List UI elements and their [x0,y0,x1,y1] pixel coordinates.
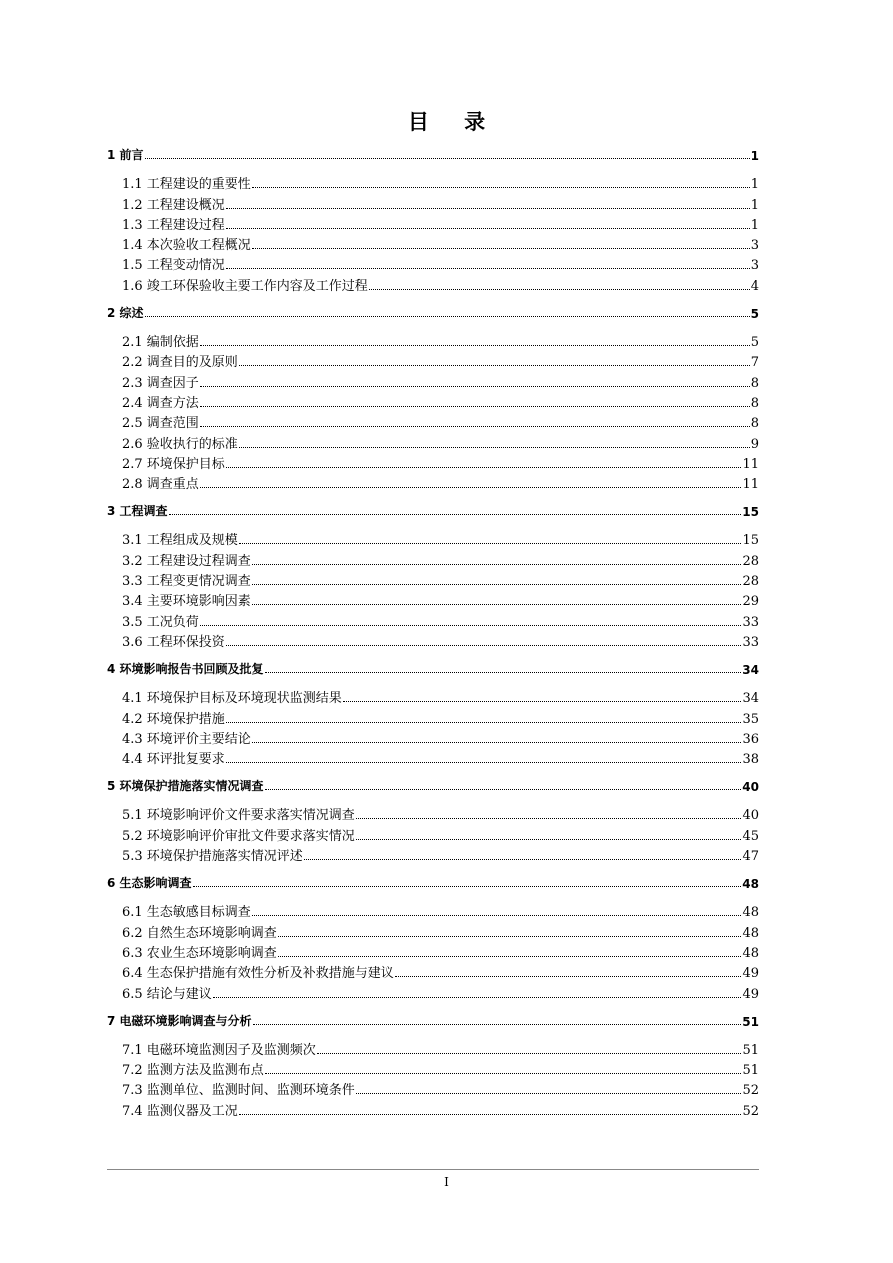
entry-label: 4.2 环境保护措施 [122,711,225,727]
dot-leader [252,563,742,565]
entry-label: 1 前言 [107,148,144,162]
toc-section-entry[interactable] [107,391,759,411]
entry-page-number: 48 [742,877,759,892]
toc-section-entry[interactable] [107,192,759,212]
dot-leader [253,1023,742,1025]
entry-label: 1.6 竣工环保验收主要工作内容及工作过程 [122,278,368,294]
entry-page-number: 48 [742,925,759,941]
entry-page-number: 9 [750,436,759,452]
entry-page-number: 3 [750,258,759,274]
entry-page-number: 52 [742,1103,759,1119]
entry-page-number: 36 [742,731,759,747]
entry-page-number: 51 [742,1014,759,1029]
entry-label: 3 工程调查 [107,504,168,519]
entry-page-number: 34 [742,691,759,707]
toc-chapter-entry[interactable] [107,1011,759,1029]
toc-chapter-section [107,873,759,1001]
entry-page-number: 8 [750,416,759,432]
entry-label: 6.5 结论与建议 [122,986,212,1002]
toc-section-entry[interactable] [107,686,759,706]
dot-leader [200,425,750,427]
toc-chapter-entry[interactable] [107,303,759,321]
dot-leader [356,838,742,840]
dot-leader [356,817,742,819]
dot-leader [317,1052,742,1054]
toc-section-entry[interactable] [107,1058,759,1078]
dot-leader [265,788,742,790]
dot-leader [265,1072,742,1074]
entry-page-number: 40 [742,780,759,795]
entry-label: 1.3 工程建设过程 [122,217,225,233]
toc-section-entry[interactable] [107,609,759,629]
entry-label: 2.5 调查范围 [122,416,199,432]
dot-leader [252,186,750,188]
toc-section-entry[interactable] [107,900,759,920]
toc-section-entry[interactable] [107,1098,759,1118]
entry-label: 1.5 工程变动情况 [122,258,225,274]
entry-page-number: 33 [742,614,759,630]
toc-section-entry[interactable] [107,273,759,293]
table-of-contents [107,145,759,1119]
entry-label: 6 生态影响调查 [107,876,192,891]
entry-page-number: 33 [742,634,759,650]
dot-leader [369,288,750,290]
entry-page-number: 8 [750,375,759,391]
entry-page-number: 51 [742,1042,759,1058]
toc-chapter-entry[interactable] [107,776,759,794]
entry-label: 3.5 工况负荷 [122,614,199,630]
entry-label: 2.6 验收执行的标准 [122,436,238,452]
entry-page-number: 28 [742,553,759,569]
dot-leader [239,446,750,448]
toc-section-entry[interactable] [107,727,759,747]
toc-section-entry[interactable] [107,370,759,390]
entry-page-number: 35 [742,711,759,727]
entry-page-number: 11 [742,456,759,472]
dot-leader [239,364,750,366]
entry-label: 4 环境影响报告书回顾及批复 [107,661,264,676]
entry-label: 3.4 主要环境影响因素 [122,594,251,610]
toc-chapter-section [107,303,759,492]
toc-chapter-section [107,145,759,294]
entry-page-number: 1 [750,217,759,233]
entry-label: 2.4 调查方法 [122,395,199,411]
toc-title: 目 录 [407,110,500,134]
dot-leader [356,1092,742,1094]
entry-page-number: 15 [742,505,759,520]
entry-page-number: 38 [742,752,759,768]
entry-label: 6.1 生态敏感目标调查 [122,905,251,921]
toc-section-entry[interactable] [107,823,759,843]
dot-leader [239,542,742,544]
dot-leader [395,975,742,977]
toc-section-entry[interactable] [107,350,759,370]
entry-label: 2.1 编制依据 [122,335,199,351]
toc-section-entry[interactable] [107,452,759,472]
dot-leader [200,624,742,626]
entry-page-number: 1 [750,177,759,193]
dot-leader [239,1113,742,1115]
entry-page-number: 28 [742,574,759,590]
toc-section-entry[interactable] [107,330,759,350]
toc-section-entry[interactable] [107,213,759,233]
entry-label: 2.8 调查重点 [122,477,199,493]
toc-section-entry[interactable] [107,981,759,1001]
entry-page-number: 8 [750,395,759,411]
dot-leader [213,996,742,998]
dot-leader [200,486,742,488]
entry-label: 7.2 监测方法及监测布点 [122,1063,264,1079]
dot-leader [226,207,750,209]
entry-label: 2.7 环境保护目标 [122,456,225,472]
dot-leader [343,700,742,702]
entry-label: 5.3 环境保护措施落实情况评述 [122,849,303,865]
entry-label: 7.3 监测单位、监测时间、监测环境条件 [122,1083,355,1099]
toc-section-entry[interactable] [107,844,759,864]
dot-leader [278,935,742,937]
toc-section-entry[interactable] [107,528,759,548]
entry-page-number: 15 [742,533,759,549]
toc-chapter-entry[interactable] [107,501,759,519]
dot-leader [252,583,742,585]
toc-section-entry[interactable] [107,920,759,940]
toc-chapter-entry[interactable] [107,659,759,677]
dot-leader [193,885,742,887]
toc-section-entry[interactable] [107,233,759,253]
dot-leader [226,761,742,763]
dot-leader [200,405,750,407]
toc-section-entry[interactable] [107,630,759,650]
toc-section-entry[interactable] [107,1078,759,1098]
entry-page-number: 5 [750,306,759,321]
entry-page-number: 29 [742,594,759,610]
entry-label: 2 综述 [107,305,144,320]
entry-page-number: 4 [750,278,759,294]
dot-leader [226,644,742,646]
toc-chapter-section [107,1011,759,1119]
dot-leader [265,671,742,673]
entry-label: 4.1 环境保护目标及环境现状监测结果 [122,691,342,707]
entry-label: 7.4 监测仪器及工况 [122,1103,238,1119]
toc-section-entry[interactable] [107,941,759,961]
entry-label: 6.2 自然生态环境影响调查 [122,925,277,941]
entry-label: 7.1 电磁环境监测因子及监测频次 [122,1042,316,1058]
toc-section-entry[interactable] [107,548,759,568]
dot-leader [200,344,750,346]
entry-label: 5 环境保护措施落实情况调查 [107,779,264,794]
dot-leader [252,247,750,249]
toc-section-entry[interactable] [107,1038,759,1058]
entry-label: 1.1 工程建设的重要性 [122,177,251,193]
entry-label: 2.3 调查因子 [122,375,199,391]
entry-page-number: 52 [742,1083,759,1099]
entry-label: 6.4 生态保护措施有效性分析及补救措施与建议 [122,966,394,982]
entry-label: 5.1 环境影响评价文件要求落实情况调查 [122,808,355,824]
toc-section-entry[interactable] [107,961,759,981]
toc-section-entry[interactable] [107,747,759,767]
entry-page-number: 3 [750,238,759,254]
entry-page-number: 34 [742,662,759,677]
entry-page-number: 48 [742,905,759,921]
entry-page-number: 48 [742,945,759,961]
entry-page-number: 40 [742,808,759,824]
toc-section-entry[interactable] [107,706,759,726]
dot-leader [226,466,742,468]
entry-label: 3.3 工程变更情况调查 [122,574,251,590]
toc-section-entry[interactable] [107,431,759,451]
dot-leader [200,385,750,387]
dot-leader [252,741,742,743]
dot-leader [226,267,750,269]
entry-label: 7 电磁环境影响调查与分析 [107,1013,252,1028]
dot-leader [226,227,750,229]
toc-chapter-section [107,501,759,650]
toc-chapter-section [107,776,759,864]
dot-leader [145,315,750,317]
dot-leader [252,914,742,916]
toc-section-entry[interactable] [107,803,759,823]
dot-leader [278,955,742,957]
toc-chapter-entry[interactable] [107,873,759,891]
toc-section-entry[interactable] [107,411,759,431]
dot-leader [304,858,742,860]
entry-page-number: 1 [750,149,759,163]
entry-label: 1.4 本次验收工程概况 [122,238,251,254]
entry-page-number: 47 [742,849,759,865]
entry-label: 4.3 环境评价主要结论 [122,731,251,747]
entry-label: 5.2 环境影响评价审批文件要求落实情况 [122,828,355,844]
entry-page-number: 51 [742,1063,759,1079]
entry-label: 3.6 工程环保投资 [122,634,225,650]
dot-leader [252,603,742,605]
toc-section-entry[interactable] [107,253,759,273]
toc-section-entry[interactable] [107,569,759,589]
entry-page-number: 5 [750,335,759,351]
entry-label: 2.2 调查目的及原则 [122,355,238,371]
entry-label: 1.2 工程建设概况 [122,197,225,213]
entry-page-number: 49 [742,986,759,1002]
entry-page-number: 7 [750,355,759,371]
footer-rule [107,1169,759,1170]
toc-chapter-section [107,659,759,767]
toc-section-entry[interactable] [107,172,759,192]
entry-page-number: 11 [742,477,759,493]
footer-page-number: I [444,1175,449,1189]
entry-label: 3.2 工程建设过程调查 [122,553,251,569]
entry-label: 4.4 环评批复要求 [122,752,225,768]
dot-leader [169,513,742,515]
toc-section-entry[interactable] [107,589,759,609]
entry-page-number: 49 [742,966,759,982]
dot-leader [226,721,742,723]
entry-page-number: 1 [750,197,759,213]
toc-section-entry[interactable] [107,472,759,492]
entry-label: 3.1 工程组成及规模 [122,533,238,549]
dot-leader [145,157,750,159]
toc-chapter-entry[interactable] [107,145,759,163]
entry-label: 6.3 农业生态环境影响调查 [122,945,277,961]
entry-page-number: 45 [742,828,759,844]
